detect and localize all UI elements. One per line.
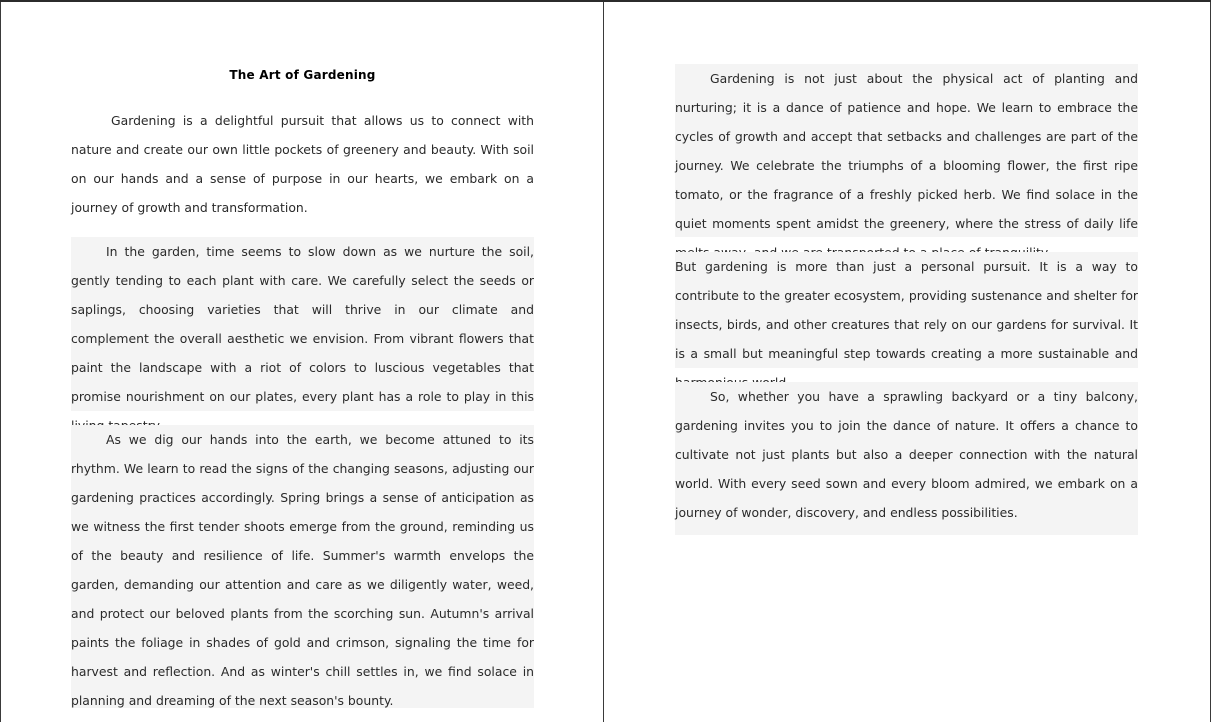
paragraph-intro: Gardening is a delightful pursuit that allows us to connect with nature and create our own little pockets of greenery and beauty. With soil on our hands and a sense of purpose in our hearts, we embark on a journey of growth and transformation. — [71, 113, 534, 215]
paragraph-conclusion: So, whether you have a sprawling backyard or a tiny balcony, gardening invites you to join the dance of nature. It offers a chance to cultivate not just plants but also a deeper connection with the natural world. With every seed sown and every bloom admired, we embark on a journey of wonder, discovery, and endless possibilities. — [675, 382, 1138, 535]
page-right — [604, 2, 1211, 722]
paragraph-in-the-garden: In the garden, time seems to slow down as we nurture the soil, gently tending to each plant with care. We carefully select the seeds or saplings, choosing varieties that will thrive in our climate and complement the overall aesthetic we envision. From vibrant flowers that paint the landscape with a riot of colors to luscious vegetables that promise nourishment on our plates, every plant has a role to play in this — [71, 237, 534, 411]
paragraph-seasons: As we dig our hands into the earth, we become attuned to its rhythm. We learn to read the signs of the changing seasons, adjusting our gardening practices accordingly. Spring brings a sense of anticipation as we witness the first tender shoots emerge from the ground, reminding us of the beauty and resilience of life. Summer's warmth envelops the garden, demanding our attention and care as we diligently water, weed, and protect our beloved plants from the scorching sun. Autumn's arrival paints the foliage in shades of gold and crimson, signaling the time for harvest and reflection. And as winter's chill settles in, we find solace in planning and dreaming of the next season's bounty. — [71, 425, 534, 708]
document-title: The Art of Gardening — [229, 68, 376, 82]
paragraph-ecosystem: But gardening is more than just a personal pursuit. It is a way to contribute to the greater ecosystem, providing sustenance and shelter for insects, birds, and other creatures that rely on our gardens for survival. It is a small but meaningful step towards creating a more sustainable and — [675, 252, 1138, 368]
page-left — [0, 2, 603, 722]
paragraph-patience-and-hope: Gardening is not just about the physical act of planting and nurturing; it is a dance of patience and hope. We learn to embrace the cycles of growth and accept that setbacks and challenges are part of the journey. We celebrate the triumphs of a blooming flower, the first ripe tomato, or the fragrance of a freshly picked herb. We find solace in the quiet moments spent amidst the greenery, where the stress of daily life — [675, 64, 1138, 237]
